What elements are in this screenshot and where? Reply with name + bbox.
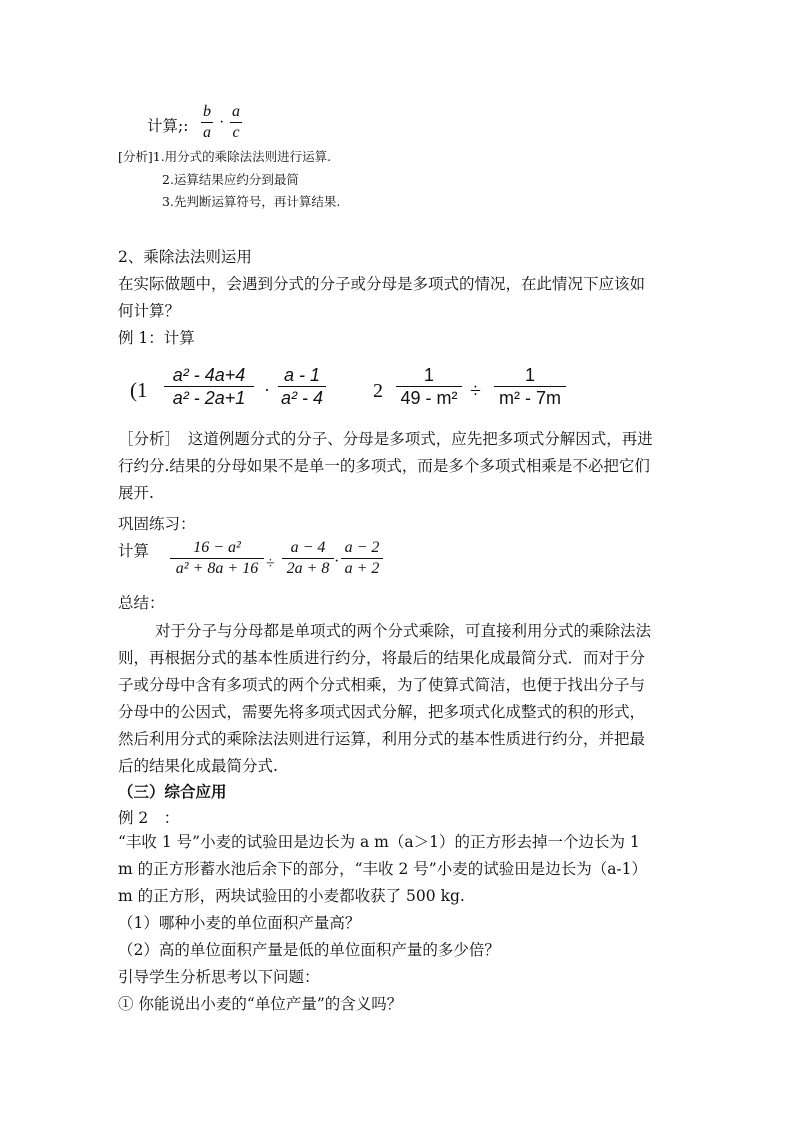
eq2-fraction-2: 1 m² - 7m xyxy=(494,366,566,407)
intro-line-2: 何计算？ xyxy=(118,302,181,320)
summary-line-4: 分母中的公因式，需要先将多项式因式分解，把多项式化成整式的积的形式， xyxy=(118,703,646,721)
section-heading-2: 2、乘除法法则运用 xyxy=(118,248,252,266)
summary-line-5: 然后利用分式的乘除法法则进行运算，利用分式的基本性质进行约分，并把最 xyxy=(118,730,646,748)
summary-line-2: 则，再根据分式的基本性质进行约分，将最后的结果化成最简分式．而对于分 xyxy=(118,649,646,667)
analysis2-line-2: 行约分.结果的分母如果不是单一的多项式，而是多个多项式相乘是不必把它们 xyxy=(118,457,650,475)
practice-dot: · xyxy=(334,553,340,570)
guide-question-1: ① 你能说出小麦的“单位产量”的含义吗？ xyxy=(118,995,403,1013)
problem-line-3: m 的正方形，两块试验田的小麦都收获了 500 kg. xyxy=(118,887,465,905)
calc-label: 计算;: xyxy=(147,117,189,135)
analysis-line-3: 3.先判断运算符号，再计算结果. xyxy=(162,194,341,209)
practice-divide: ÷ xyxy=(266,555,275,572)
problem-line-1: “丰收 1 号”小麦的试验田是边长为 a m（a＞1）的正方形去掉一个边长为 1 xyxy=(118,833,640,851)
practice-calc-label: 计算 xyxy=(118,542,150,560)
problem-line-2: m 的正方形蓄水池后余下的部分，“丰收 2 号”小麦的试验田是边长为（a-1） xyxy=(118,860,648,878)
summary-line-6: 后的结果化成最简分式. xyxy=(118,757,278,775)
question-1: （1）哪种小麦的单位面积产量高？ xyxy=(118,914,361,932)
example-1-label: 例 1：计算 xyxy=(118,329,195,347)
eq1-dot: · xyxy=(264,380,270,400)
practice-fraction-2: a − 4 2a + 8 xyxy=(282,540,334,577)
analysis-line-2: 2.运算结果应约分到最简 xyxy=(162,172,299,187)
practice-fraction-1: 16 − a² a² + 8a + 16 xyxy=(170,540,264,577)
fraction-a-over-c: a c xyxy=(232,103,240,141)
analysis2-line-3: 展开. xyxy=(118,484,154,502)
summary-line-3: 子或分母中含有多项式的两个分式相乘，为了使算式简洁，也便于找出分子与 xyxy=(118,676,646,694)
eq1-fraction-1: a² - 4a+4 a² - 2a+1 xyxy=(164,366,254,407)
multiply-dot: · xyxy=(219,114,225,131)
fraction-b-over-a: b a xyxy=(203,103,211,141)
analysis-line-1: [分析]1.用分式的乘除法法则进行运算. xyxy=(118,149,332,164)
question-2: （2）高的单位面积产量是低的单位面积产量的多少倍？ xyxy=(118,941,500,959)
eq1-fraction-2: a - 1 a² - 4 xyxy=(278,366,326,407)
eq2-divide: ÷ xyxy=(470,380,481,402)
section-heading-3: （三）综合应用 xyxy=(118,782,227,801)
example-2-label: 例 2 ： xyxy=(118,809,180,827)
practice-heading: 巩固练习： xyxy=(118,515,196,533)
summary-heading: 总结： xyxy=(118,594,165,612)
eq2-label: 2 xyxy=(373,380,383,402)
practice-fraction-3: a − 2 a + 2 xyxy=(341,540,383,577)
eq2-fraction-1: 1 49 - m² xyxy=(396,366,462,407)
intro-line-1: 在实际做题中，会遇到分式的分子或分母是多项式的情况，在此情况下应该如 xyxy=(118,275,646,293)
guide-heading: 引导学生分析思考以下问题： xyxy=(118,968,320,986)
summary-line-1: 对于分子与分母都是单项式的两个分式乘除，可直接利用分式的乘除法法 xyxy=(155,622,652,640)
analysis2-line-1: ［分析］ 这道例题分式的分子、分母是多项式，应先把多项式分解因式，再进 xyxy=(118,430,653,448)
eq1-label: (1 xyxy=(130,378,148,402)
